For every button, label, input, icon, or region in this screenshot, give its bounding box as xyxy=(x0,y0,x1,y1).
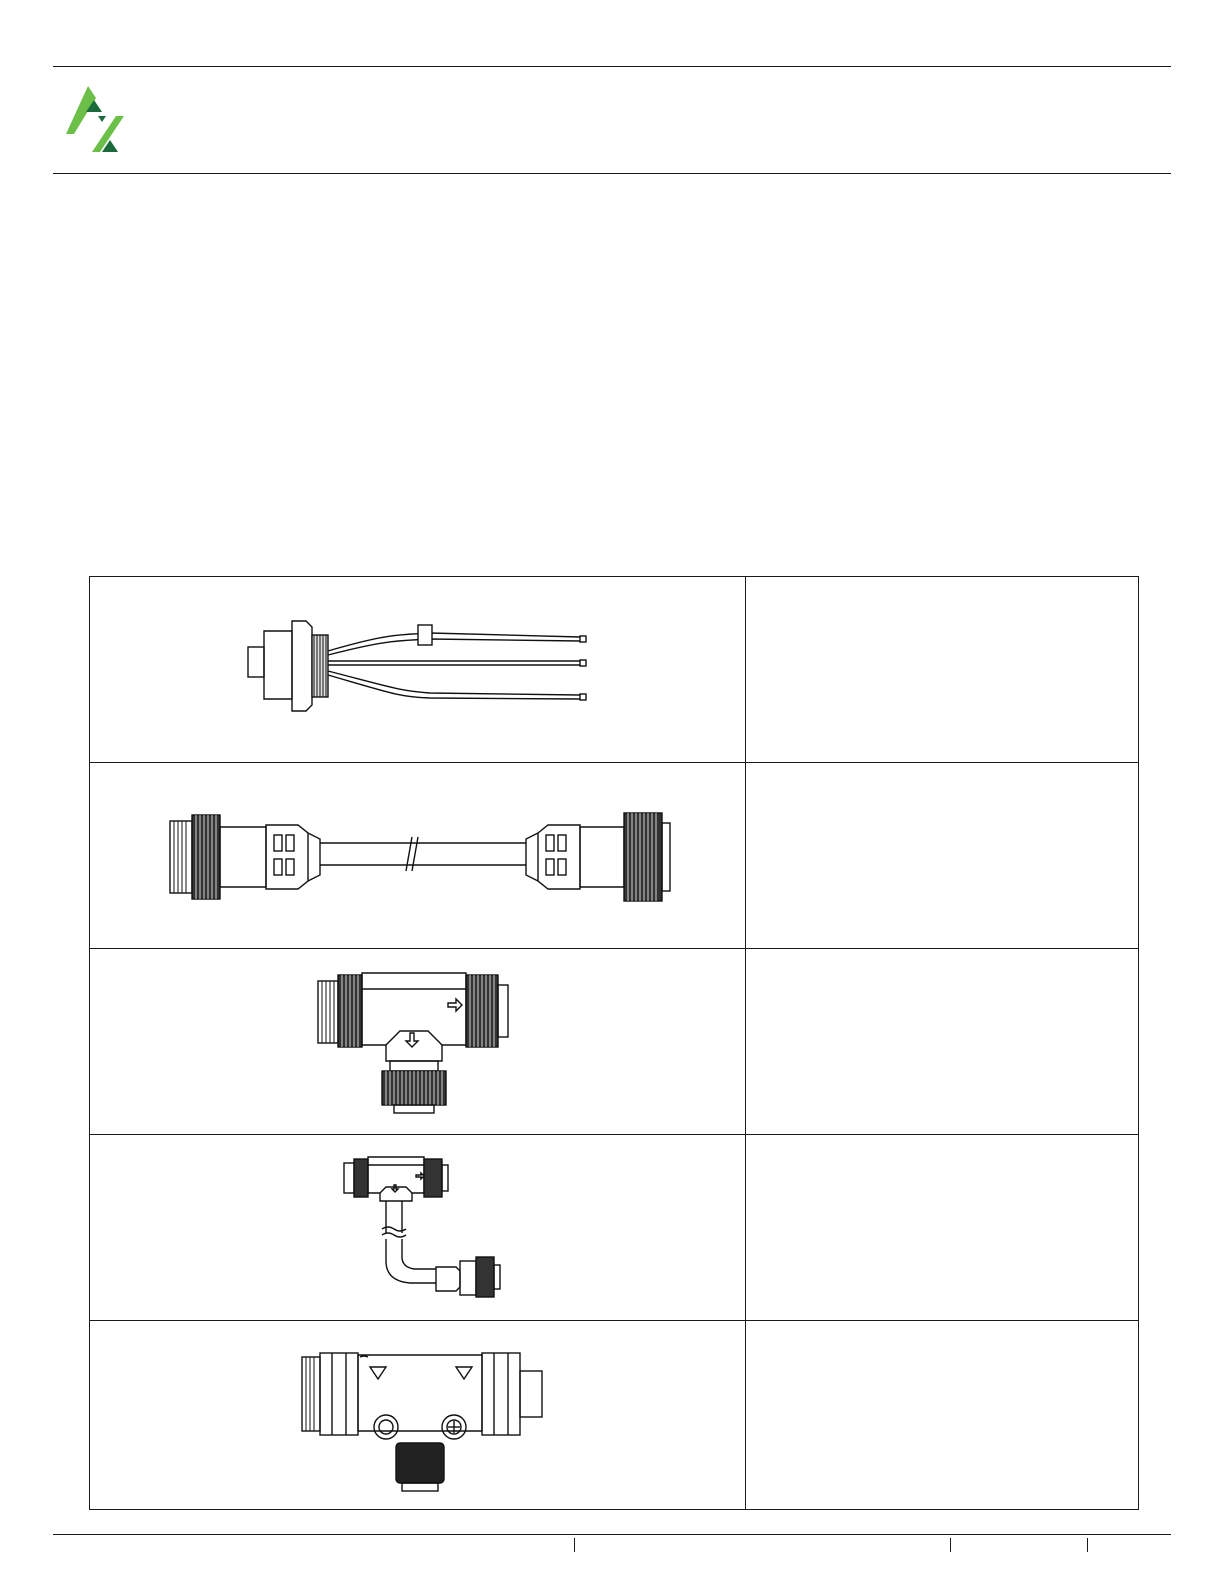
table-row xyxy=(90,949,1138,1135)
footer-divider xyxy=(950,1538,951,1552)
extension-cable-male-female-drawing xyxy=(90,763,745,948)
table-row xyxy=(90,763,1138,949)
table-row xyxy=(90,1135,1138,1321)
footer-divider xyxy=(1087,1538,1088,1552)
table-row xyxy=(90,1321,1138,1509)
tee-connector-drawing xyxy=(90,949,745,1134)
part-description xyxy=(746,577,1138,762)
part-description xyxy=(746,1321,1138,1509)
tee-connector-with-drop-cable-drawing xyxy=(90,1135,745,1320)
panel-mount-connector-with-wire-leads-drawing xyxy=(90,577,745,762)
powered-tee-connector-drawing xyxy=(90,1321,745,1509)
part-description xyxy=(746,1135,1138,1320)
part-description xyxy=(746,763,1138,948)
footer-divider xyxy=(574,1538,575,1552)
company-logo-icon xyxy=(64,86,124,154)
footer-rule xyxy=(53,1534,1171,1535)
parts-table xyxy=(89,576,1139,1510)
part-description xyxy=(746,949,1138,1134)
header-top-rule xyxy=(53,66,1171,67)
table-row xyxy=(90,577,1138,763)
header-bottom-rule xyxy=(53,173,1171,174)
